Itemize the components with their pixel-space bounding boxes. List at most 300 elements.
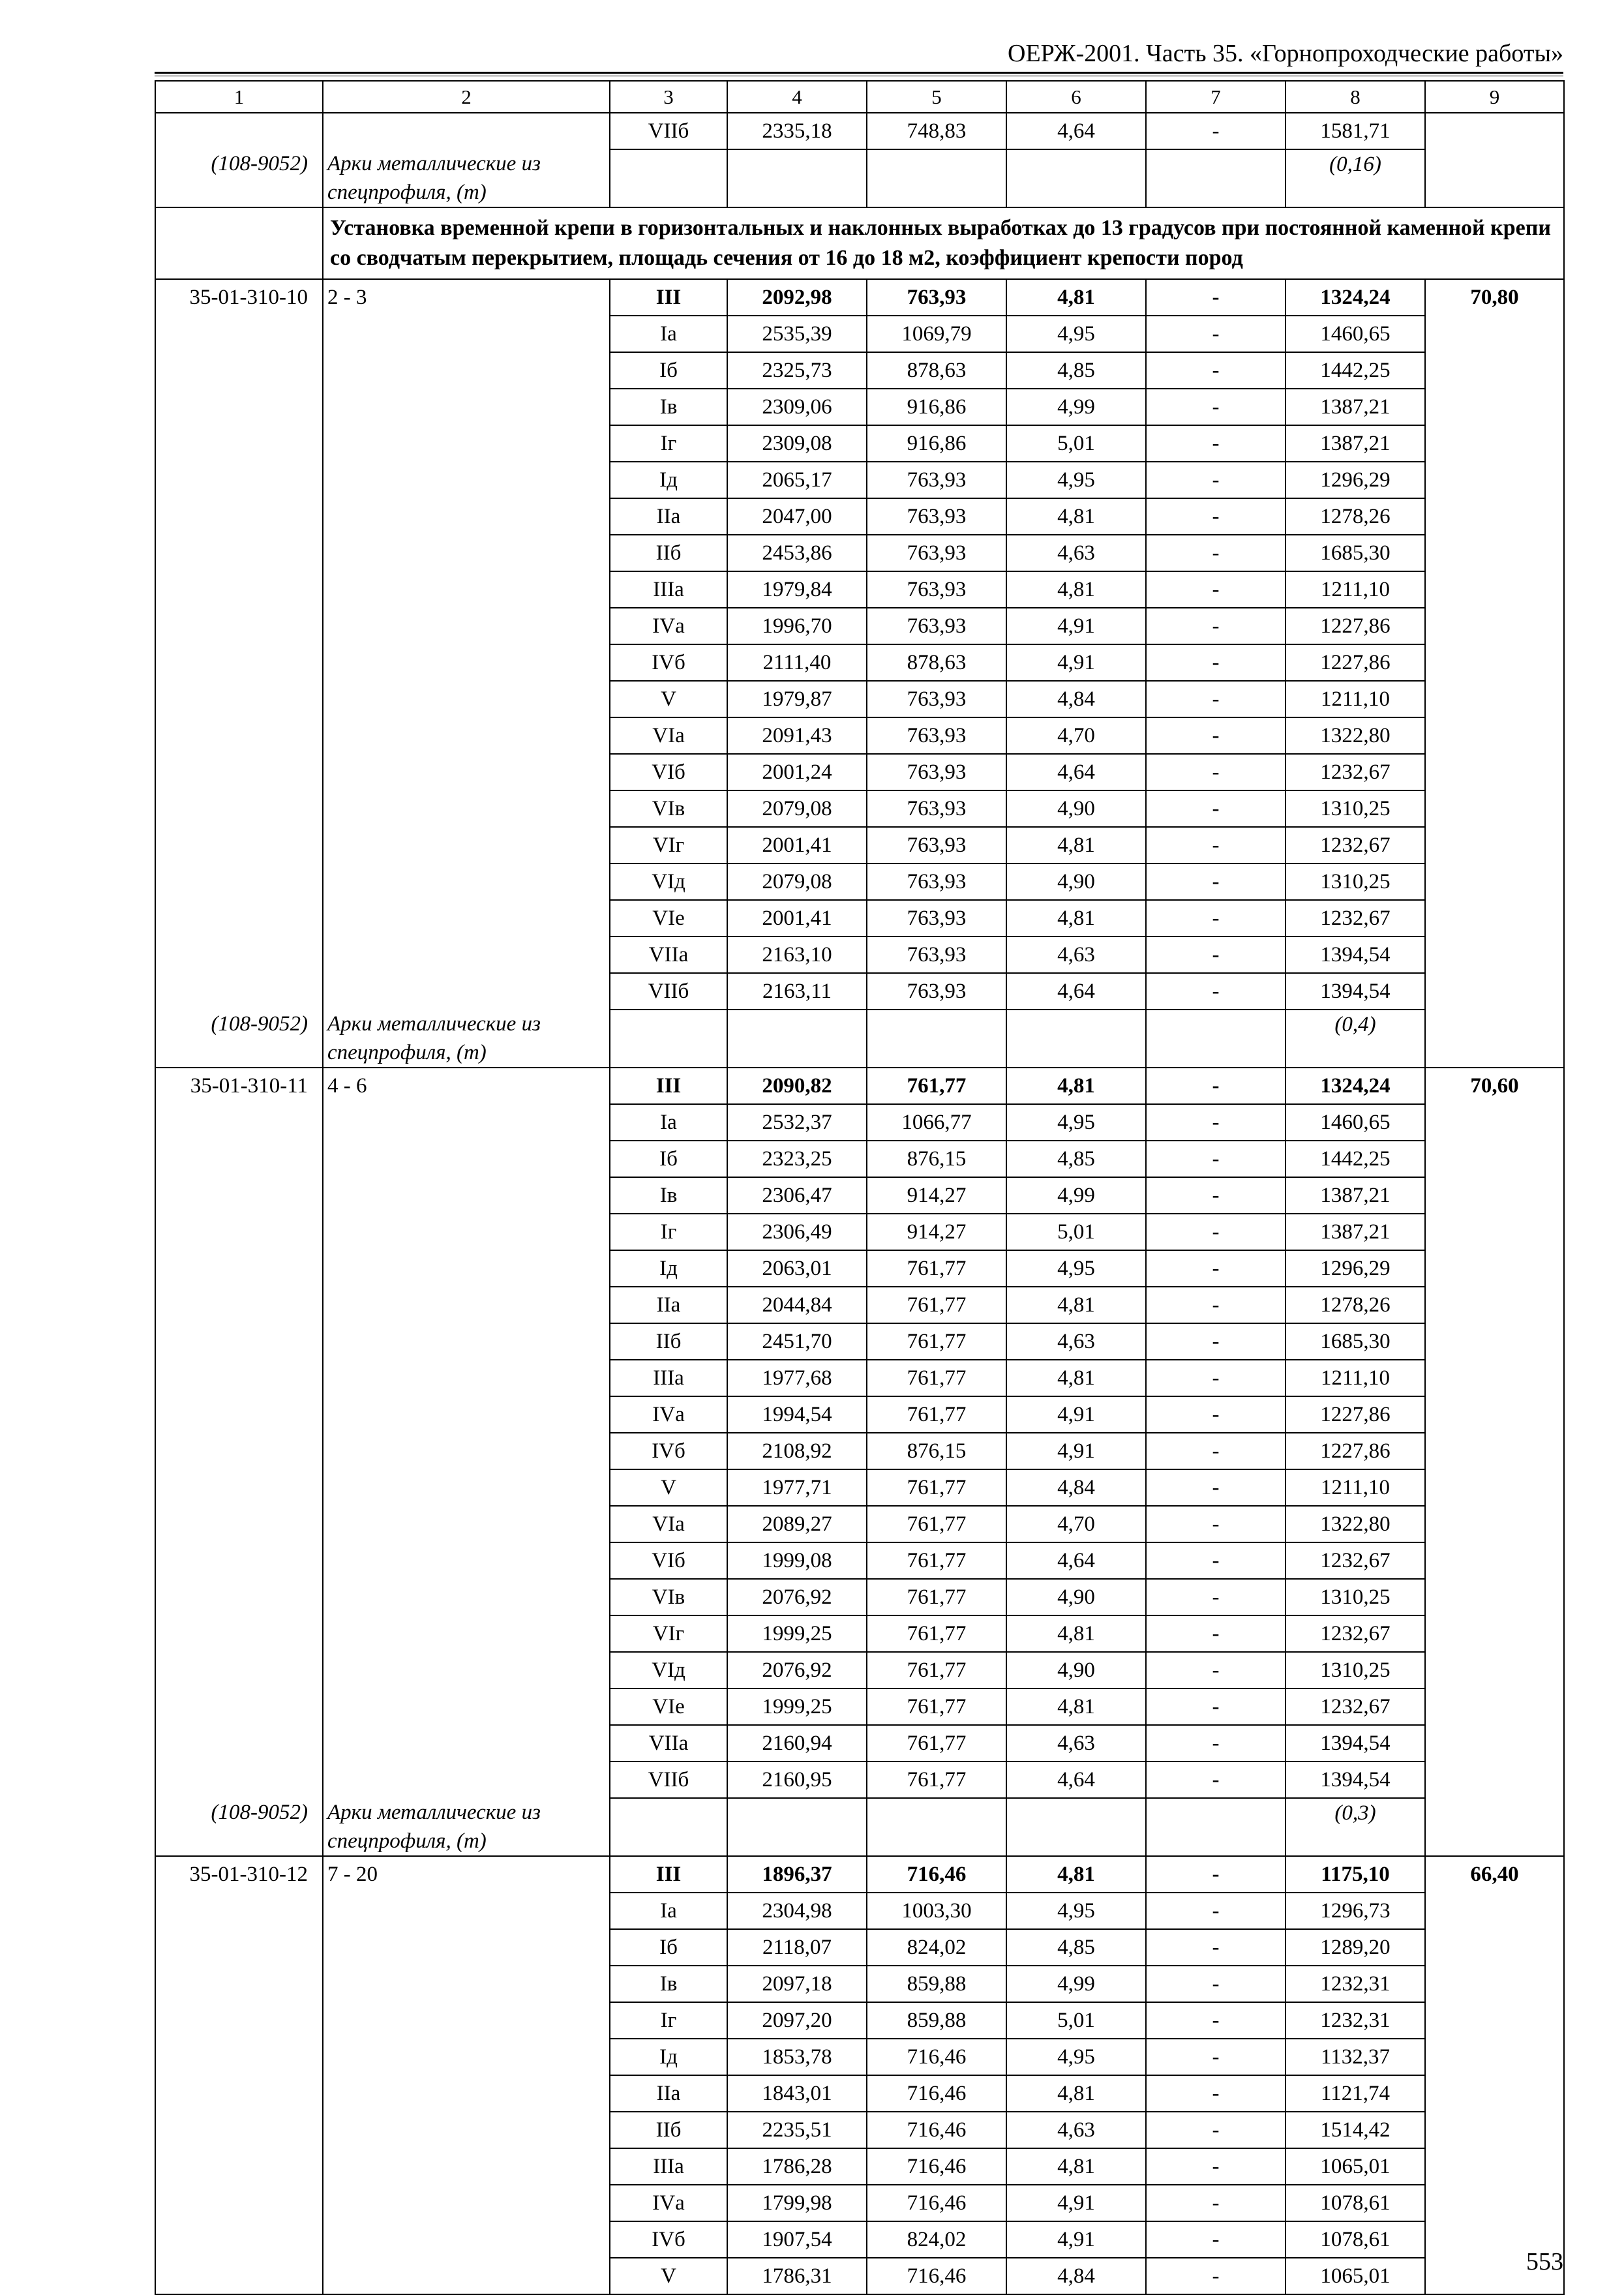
empty-cell [323, 1929, 610, 1966]
empty-cell [323, 1214, 610, 1250]
value-c4: 2091,43 [727, 717, 867, 754]
table-row [155, 1177, 1564, 1214]
value-c8: 1065,01 [1286, 2258, 1425, 2294]
value-c6: 4,81 [1006, 571, 1146, 608]
value-c5: 859,88 [867, 1966, 1006, 2002]
empty-cell [1425, 973, 1564, 1010]
value-c6: 4,81 [1006, 1360, 1146, 1396]
empty-cell [323, 644, 610, 681]
empty-cell [727, 1010, 867, 1068]
region-category: VIб [610, 754, 727, 790]
value-c4: 2063,01 [727, 1250, 867, 1287]
empty-cell [1425, 1323, 1564, 1360]
value-c4: 1994,54 [727, 1396, 867, 1433]
value-c5: 761,77 [867, 1725, 1006, 1762]
region-category: VIг [610, 1615, 727, 1652]
value-c5: 824,02 [867, 2221, 1006, 2258]
value-c4: 1896,37 [727, 1856, 867, 1893]
empty-cell [155, 498, 323, 535]
table-row [155, 608, 1564, 644]
value-c4: 1999,08 [727, 1542, 867, 1579]
value-c7: - [1146, 1652, 1286, 1688]
value-c4: 2092,98 [727, 279, 867, 316]
empty-cell [155, 863, 323, 900]
value-c5: 1003,30 [867, 1893, 1006, 1929]
empty-cell [323, 2039, 610, 2075]
column-number: 3 [610, 81, 727, 113]
empty-cell [323, 1762, 610, 1798]
value-c6: 4,95 [1006, 2039, 1146, 2075]
value-c5: 1069,79 [867, 316, 1006, 352]
rate-code: 35-01-310-12 [155, 1856, 323, 1893]
value-c7: - [1146, 1141, 1286, 1177]
empty-cell [323, 2075, 610, 2112]
value-c6: 4,90 [1006, 863, 1146, 900]
empty-cell [155, 316, 323, 352]
empty-cell [1006, 1798, 1146, 1856]
region-category: IIIа [610, 2148, 727, 2185]
empty-cell [323, 1688, 610, 1725]
region-category: IIа [610, 2075, 727, 2112]
empty-cell [1425, 1396, 1564, 1433]
strength-range: 7 - 20 [323, 1856, 610, 1893]
value-c6: 4,84 [1006, 2258, 1146, 2294]
empty-cell [323, 2002, 610, 2039]
value-c8: 1232,67 [1286, 754, 1425, 790]
table-row [155, 498, 1564, 535]
value-c4: 2160,94 [727, 1725, 867, 1762]
empty-cell [610, 1010, 727, 1068]
value-c7: - [1146, 1929, 1286, 1966]
value-c8: 1278,26 [1286, 1287, 1425, 1323]
value-c8: 1387,21 [1286, 389, 1425, 425]
empty-cell [155, 937, 323, 973]
table-row [155, 790, 1564, 827]
region-category: VIд [610, 863, 727, 900]
value-c5: 763,93 [867, 498, 1006, 535]
value-c5: 761,77 [867, 1068, 1006, 1104]
empty-cell [155, 827, 323, 863]
value-c6: 5,01 [1006, 425, 1146, 462]
table-row [155, 352, 1564, 389]
empty-cell [1425, 937, 1564, 973]
value-c4: 2163,10 [727, 937, 867, 973]
region-category: Iв [610, 1177, 727, 1214]
value-c6: 4,81 [1006, 2075, 1146, 2112]
value-c7: - [1146, 1104, 1286, 1141]
value-c5: 763,93 [867, 973, 1006, 1010]
column-number: 9 [1425, 81, 1564, 113]
value-c4: 2335,18 [727, 113, 867, 149]
value-c4: 2089,27 [727, 1506, 867, 1542]
column-number: 8 [1286, 81, 1425, 113]
table-row [155, 1893, 1564, 1929]
value-c7: - [1146, 316, 1286, 352]
value-c5: 716,46 [867, 2258, 1006, 2294]
value-c8: 1232,67 [1286, 900, 1425, 937]
resource-row [155, 1010, 1564, 1068]
value-c7: - [1146, 2221, 1286, 2258]
value-c5: 716,46 [867, 2075, 1006, 2112]
empty-cell [155, 1104, 323, 1141]
value-c4: 1786,31 [727, 2258, 867, 2294]
value-c6: 4,84 [1006, 681, 1146, 717]
empty-cell [323, 462, 610, 498]
empty-cell [323, 717, 610, 754]
value-c8: 1232,67 [1286, 827, 1425, 863]
region-category: IVб [610, 644, 727, 681]
empty-cell [323, 1177, 610, 1214]
value-c5: 878,63 [867, 352, 1006, 389]
value-c8: 1227,86 [1286, 644, 1425, 681]
value-c8: 1227,86 [1286, 1396, 1425, 1433]
value-c4: 2235,51 [727, 2112, 867, 2148]
value-c8: 1232,31 [1286, 1966, 1425, 2002]
value-c5: 761,77 [867, 1542, 1006, 1579]
resource-code: (108-9052) [155, 149, 323, 207]
value-c4: 2309,08 [727, 425, 867, 462]
value-c6: 4,95 [1006, 1893, 1146, 1929]
value-c7: - [1146, 717, 1286, 754]
region-category: Iб [610, 1929, 727, 1966]
value-c5: 761,77 [867, 1287, 1006, 1323]
value-c8: 1121,74 [1286, 2075, 1425, 2112]
value-c6: 4,81 [1006, 1856, 1146, 1893]
value-c4: 1979,87 [727, 681, 867, 717]
empty-cell [155, 1506, 323, 1542]
value-c8: 1442,25 [1286, 1141, 1425, 1177]
value-c7: - [1146, 1287, 1286, 1323]
region-category: Iа [610, 1893, 727, 1929]
value-c6: 4,63 [1006, 1323, 1146, 1360]
empty-cell [155, 462, 323, 498]
region-category: VIг [610, 827, 727, 863]
empty-cell [155, 2185, 323, 2221]
empty-cell [1425, 2185, 1564, 2221]
value-c7: - [1146, 2185, 1286, 2221]
value-c8: 1514,42 [1286, 2112, 1425, 2148]
region-category: Iг [610, 1214, 727, 1250]
resource-name: Арки металлические из спецпрофиля, (т) [323, 1798, 610, 1856]
empty-cell [1146, 149, 1286, 207]
table-row [155, 1506, 1564, 1542]
empty-cell [1425, 1250, 1564, 1287]
empty-cell [1425, 389, 1564, 425]
table-row [155, 535, 1564, 571]
table-row [155, 1652, 1564, 1688]
value-c8: 1322,80 [1286, 1506, 1425, 1542]
section-title-row [155, 207, 1564, 279]
value-c6: 4,95 [1006, 316, 1146, 352]
value-c7: - [1146, 1433, 1286, 1469]
empty-cell [867, 1798, 1006, 1856]
table-row [155, 1542, 1564, 1579]
region-category: Iа [610, 1104, 727, 1141]
value-c5: 763,93 [867, 754, 1006, 790]
empty-cell [155, 790, 323, 827]
empty-cell [323, 1615, 610, 1652]
value-c6: 4,64 [1006, 973, 1146, 1010]
value-c4: 2325,73 [727, 352, 867, 389]
table-row [155, 863, 1564, 900]
value-c6: 4,91 [1006, 2221, 1146, 2258]
value-c6: 4,81 [1006, 1615, 1146, 1652]
empty-cell [1425, 1469, 1564, 1506]
table-row [155, 2185, 1564, 2221]
empty-cell [1425, 1010, 1564, 1068]
table-row [155, 1615, 1564, 1652]
resource-name: Арки металлические из спецпрофиля, (т) [323, 1010, 610, 1068]
value-c8: 1289,20 [1286, 1929, 1425, 1966]
value-c6: 4,81 [1006, 1287, 1146, 1323]
region-category: III [610, 279, 727, 316]
empty-cell [323, 1966, 610, 2002]
empty-cell [155, 2039, 323, 2075]
value-c4: 1907,54 [727, 2221, 867, 2258]
empty-cell [727, 1798, 867, 1856]
empty-cell [1146, 1798, 1286, 1856]
resource-qty: (0,3) [1286, 1798, 1425, 1856]
rates-table [155, 80, 1565, 2295]
table-row [155, 1396, 1564, 1433]
table-row [155, 1856, 1564, 1893]
empty-cell [1425, 1579, 1564, 1615]
value-c6: 4,90 [1006, 1579, 1146, 1615]
value-c4: 2108,92 [727, 1433, 867, 1469]
region-category: VIIа [610, 937, 727, 973]
value-c4: 2079,08 [727, 863, 867, 900]
table-row [155, 937, 1564, 973]
empty-cell [323, 2221, 610, 2258]
region-category: Iг [610, 425, 727, 462]
table-row [155, 1287, 1564, 1323]
table-row [155, 973, 1564, 1010]
value-c8: 1394,54 [1286, 973, 1425, 1010]
value-c7: - [1146, 535, 1286, 571]
value-c5: 761,77 [867, 1360, 1006, 1396]
region-category: VIIб [610, 1762, 727, 1798]
empty-cell [155, 1141, 323, 1177]
empty-cell [1425, 113, 1564, 149]
value-c6: 4,84 [1006, 1469, 1146, 1506]
column-number: 1 [155, 81, 323, 113]
empty-cell [610, 1798, 727, 1856]
empty-cell [323, 1323, 610, 1360]
value-c4: 1999,25 [727, 1688, 867, 1725]
value-c6: 4,63 [1006, 535, 1146, 571]
empty-cell [323, 973, 610, 1010]
value-c7: - [1146, 863, 1286, 900]
value-c4: 2453,86 [727, 535, 867, 571]
empty-cell [1425, 1542, 1564, 1579]
empty-cell [1425, 1360, 1564, 1396]
value-c8: 1211,10 [1286, 1469, 1425, 1506]
empty-cell [155, 717, 323, 754]
value-c4: 2535,39 [727, 316, 867, 352]
value-c6: 4,63 [1006, 2112, 1146, 2148]
table-row [155, 1214, 1564, 1250]
value-c5: 763,93 [867, 462, 1006, 498]
value-c5: 763,93 [867, 608, 1006, 644]
value-c4: 2001,41 [727, 827, 867, 863]
value-c5: 716,46 [867, 2185, 1006, 2221]
resource-name: Арки металлические из спецпрофиля, (т) [323, 149, 610, 207]
value-c8: 1211,10 [1286, 571, 1425, 608]
table-row [155, 1250, 1564, 1287]
empty-cell [155, 1688, 323, 1725]
value-c5: 763,93 [867, 571, 1006, 608]
table-row [155, 1141, 1564, 1177]
empty-cell [323, 316, 610, 352]
value-c8: 1278,26 [1286, 498, 1425, 535]
value-c6: 5,01 [1006, 2002, 1146, 2039]
value-c7: - [1146, 937, 1286, 973]
resource-row [155, 149, 1564, 207]
value-c5: 761,77 [867, 1762, 1006, 1798]
empty-cell [323, 900, 610, 937]
value-c8: 1387,21 [1286, 1177, 1425, 1214]
empty-cell [1425, 608, 1564, 644]
region-category: Iд [610, 462, 727, 498]
value-c6: 4,70 [1006, 717, 1146, 754]
page-number: 553 [1526, 2248, 1563, 2275]
value-c6: 4,81 [1006, 900, 1146, 937]
region-category: Iд [610, 2039, 727, 2075]
value-c5: 748,83 [867, 113, 1006, 149]
empty-cell [1425, 2039, 1564, 2075]
table-row [155, 754, 1564, 790]
empty-cell [867, 1010, 1006, 1068]
value-c4: 2160,95 [727, 1762, 867, 1798]
table-row [155, 1068, 1564, 1104]
value-c4: 2111,40 [727, 644, 867, 681]
empty-cell [155, 1323, 323, 1360]
empty-cell [155, 535, 323, 571]
value-c5: 761,77 [867, 1652, 1006, 1688]
value-c4: 2306,49 [727, 1214, 867, 1250]
empty-cell [155, 754, 323, 790]
empty-cell [323, 535, 610, 571]
table-row [155, 389, 1564, 425]
value-c8: 1296,29 [1286, 462, 1425, 498]
empty-cell [1425, 1506, 1564, 1542]
region-category: IIIа [610, 571, 727, 608]
value-c5: 763,93 [867, 863, 1006, 900]
value-c5: 763,93 [867, 681, 1006, 717]
value-c4: 2076,92 [727, 1652, 867, 1688]
value-c8: 1387,21 [1286, 425, 1425, 462]
table-row [155, 1433, 1564, 1469]
value-c6: 4,91 [1006, 608, 1146, 644]
value-c8: 1132,37 [1286, 2039, 1425, 2075]
value-c6: 4,63 [1006, 937, 1146, 973]
empty-cell [1425, 2075, 1564, 2112]
value-c6: 4,85 [1006, 1141, 1146, 1177]
region-category: Iв [610, 1966, 727, 2002]
empty-cell [323, 863, 610, 900]
empty-cell [155, 1725, 323, 1762]
region-category: III [610, 1856, 727, 1893]
table-row [155, 1929, 1564, 1966]
region-category: Iв [610, 389, 727, 425]
value-c6: 4,81 [1006, 1688, 1146, 1725]
empty-cell [1425, 352, 1564, 389]
empty-cell [1425, 1762, 1564, 1798]
empty-cell [323, 937, 610, 973]
section-title: Установка временной крепи в горизонтальных и наклонных выработках до 13 градусов при постоянной каменной крепи со сводчатым перекрытием, площадь сечения от 16 до 18 м2, коэффициент крепости пород [323, 207, 1564, 279]
value-c4: 1979,84 [727, 571, 867, 608]
region-category: VIе [610, 900, 727, 937]
table-row [155, 113, 1564, 149]
region-category: VIв [610, 790, 727, 827]
value-c9: 66,40 [1425, 1856, 1564, 1893]
value-c5: 763,93 [867, 279, 1006, 316]
resource-code: (108-9052) [155, 1798, 323, 1856]
value-c6: 4,91 [1006, 644, 1146, 681]
value-c6: 4,99 [1006, 389, 1146, 425]
table-row [155, 681, 1564, 717]
table-row [155, 571, 1564, 608]
region-category: IIIа [610, 1360, 727, 1396]
table-row [155, 1323, 1564, 1360]
empty-cell [155, 1396, 323, 1433]
value-c5: 876,15 [867, 1141, 1006, 1177]
region-category: Iг [610, 2002, 727, 2039]
empty-cell [323, 2148, 610, 2185]
region-category: Iб [610, 1141, 727, 1177]
value-c8: 1581,71 [1286, 113, 1425, 149]
column-number: 5 [867, 81, 1006, 113]
empty-cell [610, 149, 727, 207]
empty-cell [155, 1615, 323, 1652]
table-row [155, 279, 1564, 316]
empty-cell [155, 1893, 323, 1929]
region-category: VIд [610, 1652, 727, 1688]
empty-cell [155, 2148, 323, 2185]
table-row [155, 1104, 1564, 1141]
empty-cell [155, 1469, 323, 1506]
empty-cell [155, 1177, 323, 1214]
value-c4: 2090,82 [727, 1068, 867, 1104]
value-c7: - [1146, 1396, 1286, 1433]
table-row [155, 1360, 1564, 1396]
empty-cell [323, 1104, 610, 1141]
empty-cell [323, 425, 610, 462]
value-c7: - [1146, 1615, 1286, 1652]
empty-cell [1425, 1688, 1564, 1725]
empty-cell [155, 1579, 323, 1615]
resource-row [155, 1798, 1564, 1856]
table-row [155, 900, 1564, 937]
value-c7: - [1146, 608, 1286, 644]
empty-cell [1425, 462, 1564, 498]
region-category: IIб [610, 535, 727, 571]
region-category: Iб [610, 352, 727, 389]
value-c7: - [1146, 1966, 1286, 2002]
value-c5: 914,27 [867, 1214, 1006, 1250]
value-c5: 761,77 [867, 1323, 1006, 1360]
value-c7: - [1146, 1579, 1286, 1615]
value-c6: 4,64 [1006, 754, 1146, 790]
table-row [155, 2039, 1564, 2075]
empty-cell [1425, 681, 1564, 717]
value-c8: 1211,10 [1286, 681, 1425, 717]
value-c4: 2097,18 [727, 1966, 867, 2002]
value-c5: 761,77 [867, 1506, 1006, 1542]
value-c7: - [1146, 1214, 1286, 1250]
empty-cell [323, 1652, 610, 1688]
value-c7: - [1146, 352, 1286, 389]
